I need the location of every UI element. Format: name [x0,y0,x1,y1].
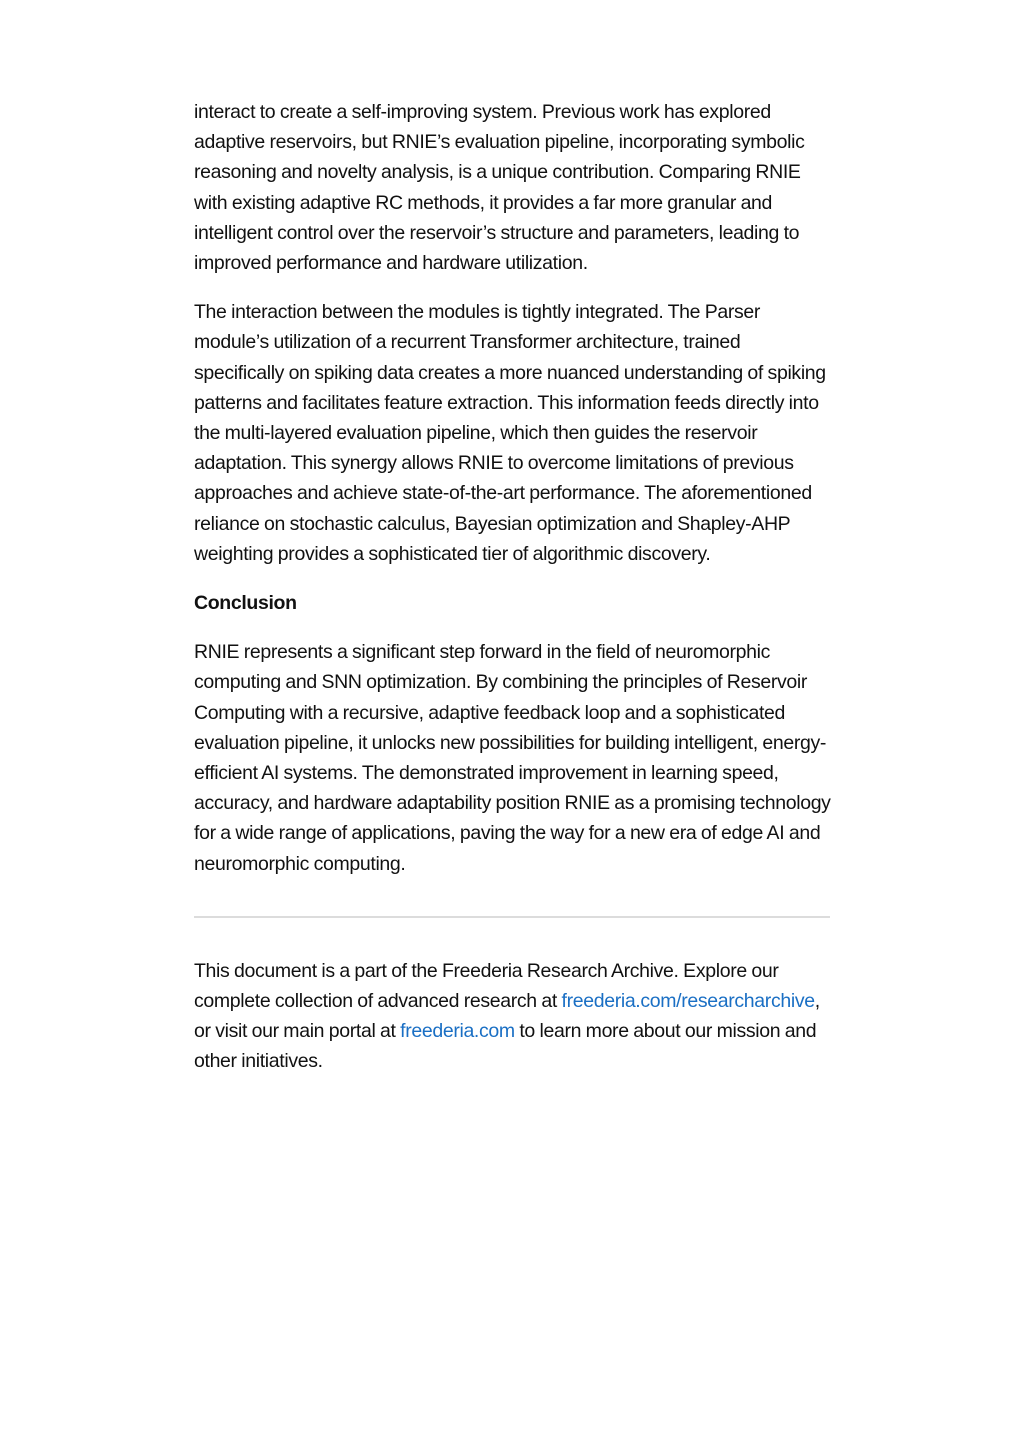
body-paragraph-1: interact to create a self-improving system. Previous work has explored adaptive reservoirs, but RNIE’s evaluation pipeline, incorporating symbolic reasoning and novelty analysis, is a unique contribution. Comparing RNIE with existing adaptive RC methods, it provides a far more granular and intelligent control over the reservoir’s structure and parameters, leading to improved performance and hardware utilization. [194,101,805,275]
document-page [194,97,834,1096]
footer-note [194,956,834,1077]
freederia-main-link[interactable]: freederia.com [400,1020,515,1043]
body-paragraph-2: The interaction between the modules is tightly integrated. The Parser module’s utilization of a recurrent Transformer architecture, trained specifically on spiking data creates a more nuanced understanding of spiking patterns and facilitates feature extraction. This information feeds directly into the multi-layered evaluation pipeline, which then guides the reservoir adaptation. This synergy allows RNIE to overcome limitations of previous approaches and achieve state-of-the-art performance. The aforementioned reliance on stochastic calculus, Bayesian optimization and Shapley-AHP weighting provides a sophisticated tier of algorithmic discovery. [194,301,826,565]
conclusion-heading: Conclusion [194,592,297,615]
footer-text-2: , or visit our main portal at [194,990,820,1043]
research-archive-link[interactable]: freederia.com/​researcharchive [561,990,815,1013]
section-divider [194,916,830,918]
footer-text-3: to learn more about our mission and other initiatives. [194,1020,817,1073]
footer-text-1: This document is a part of the Freederia Research Archive. Explore our complete collection of advanced research at [194,959,779,1013]
conclusion-paragraph: RNIE represents a significant step forward in the field of neuromorphic computing and SNN optimization. By combining the principles of Reservoir Computing with a recursive, adaptive feedback loop and a sophisticated evaluation pipeline, it unlocks new possibilities for building intelligent, energy-efficient AI systems. The demonstrated improvement in learning speed, accuracy, and hardware adaptability position RNIE as a promising technology for a wide range of applications, paving the way for a new era of edge AI and neuromorphic computing. [194,641,831,875]
